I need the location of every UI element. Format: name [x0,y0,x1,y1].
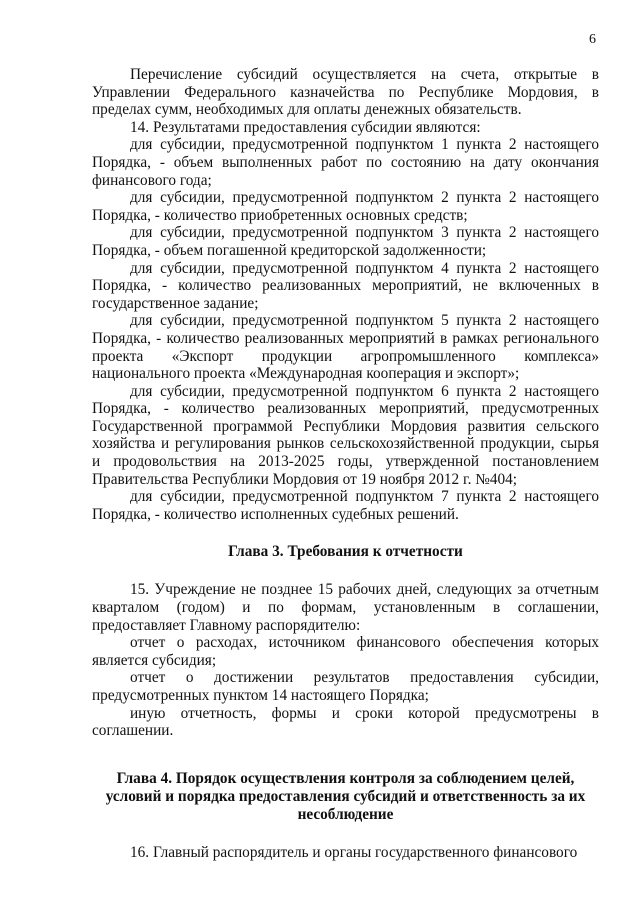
paragraph: 15. Учреждение не позднее 15 рабочих дней, следующих за отчетным кварталом (годом) и по формам, установленным в соглашении, предоставляет Главному распорядителю: [92,581,599,634]
document-body [92,66,599,861]
paragraph: для субсидии, предусмотренной подпунктом 3 пункта 2 настоящего Порядка, - объем погашенной кредиторской задолженности; [92,224,599,259]
paragraph: для субсидии, предусмотренной подпунктом 4 пункта 2 настоящего Порядка, - количество реализованных мероприятий, не включенных в государственное задание; [92,259,599,312]
paragraph: для субсидии, предусмотренной подпунктом 1 пункта 2 настоящего Порядка, - объем выполненных работ по состоянию на дату окончания финансового года; [92,136,599,189]
paragraph: 14. Результатами предоставления субсидии являются: [130,118,481,136]
paragraph: для субсидии, предусмотренной подпунктом 6 пункта 2 настоящего Порядка, - количество реализованных мероприятий, предусмотренных Государственной программой Республики Мордовия развития сельского хозяйства и регулирования рынков сельскохозяйственной продукции, сырья и продовольствия на 2013-2025 годы, утвержденной постановлением Правительства Республики Мордовия от 19 ноября 2012 г. №404; [92,382,599,488]
paragraph: для субсидии, предусмотренной подпунктом 7 пункта 2 настоящего Порядка, - количество исполненных судебных решений. [92,488,599,523]
paragraph: отчет о расходах, источником финансового обеспечения которых является субсидия; [92,634,599,669]
page-number: 6 [589,32,596,47]
paragraph: для субсидии, предусмотренной подпунктом 5 пункта 2 настоящего Порядка, - количество реализованных мероприятий в рамках регионального проекта «Экспорт продукции агропромышленного комплекса» национального проекта «Международная кооперация и экспорт»; [92,312,599,383]
chapter-3-heading: Глава 3. Требования к отчетности [228,543,463,561]
paragraph: для субсидии, предусмотренной подпунктом 2 пункта 2 настоящего Порядка, - количество приобретенных основных средств; [92,189,599,224]
paragraph: отчет о достижении результатов предоставления субсидии, предусмотренных пунктом 14 настоящего Порядка; [92,669,599,704]
paragraph: иную отчетность, формы и сроки которой предусмотрены в соглашении. [92,704,599,740]
paragraph: Перечисление субсидий осуществляется на счета, открытые в Управлении Федерального казначейства по Республике Мордовия, в пределах сумм, необходимых для оплаты денежных обязательств. [92,66,599,119]
paragraph: 16. Главный распорядитель и органы государственного финансового [130,843,578,861]
chapter-4-heading: Глава 4. Порядок осуществления контроля за соблюдением целей, условий и порядка предоставления субсидий и ответственность за их несоблюдение [105,769,586,823]
